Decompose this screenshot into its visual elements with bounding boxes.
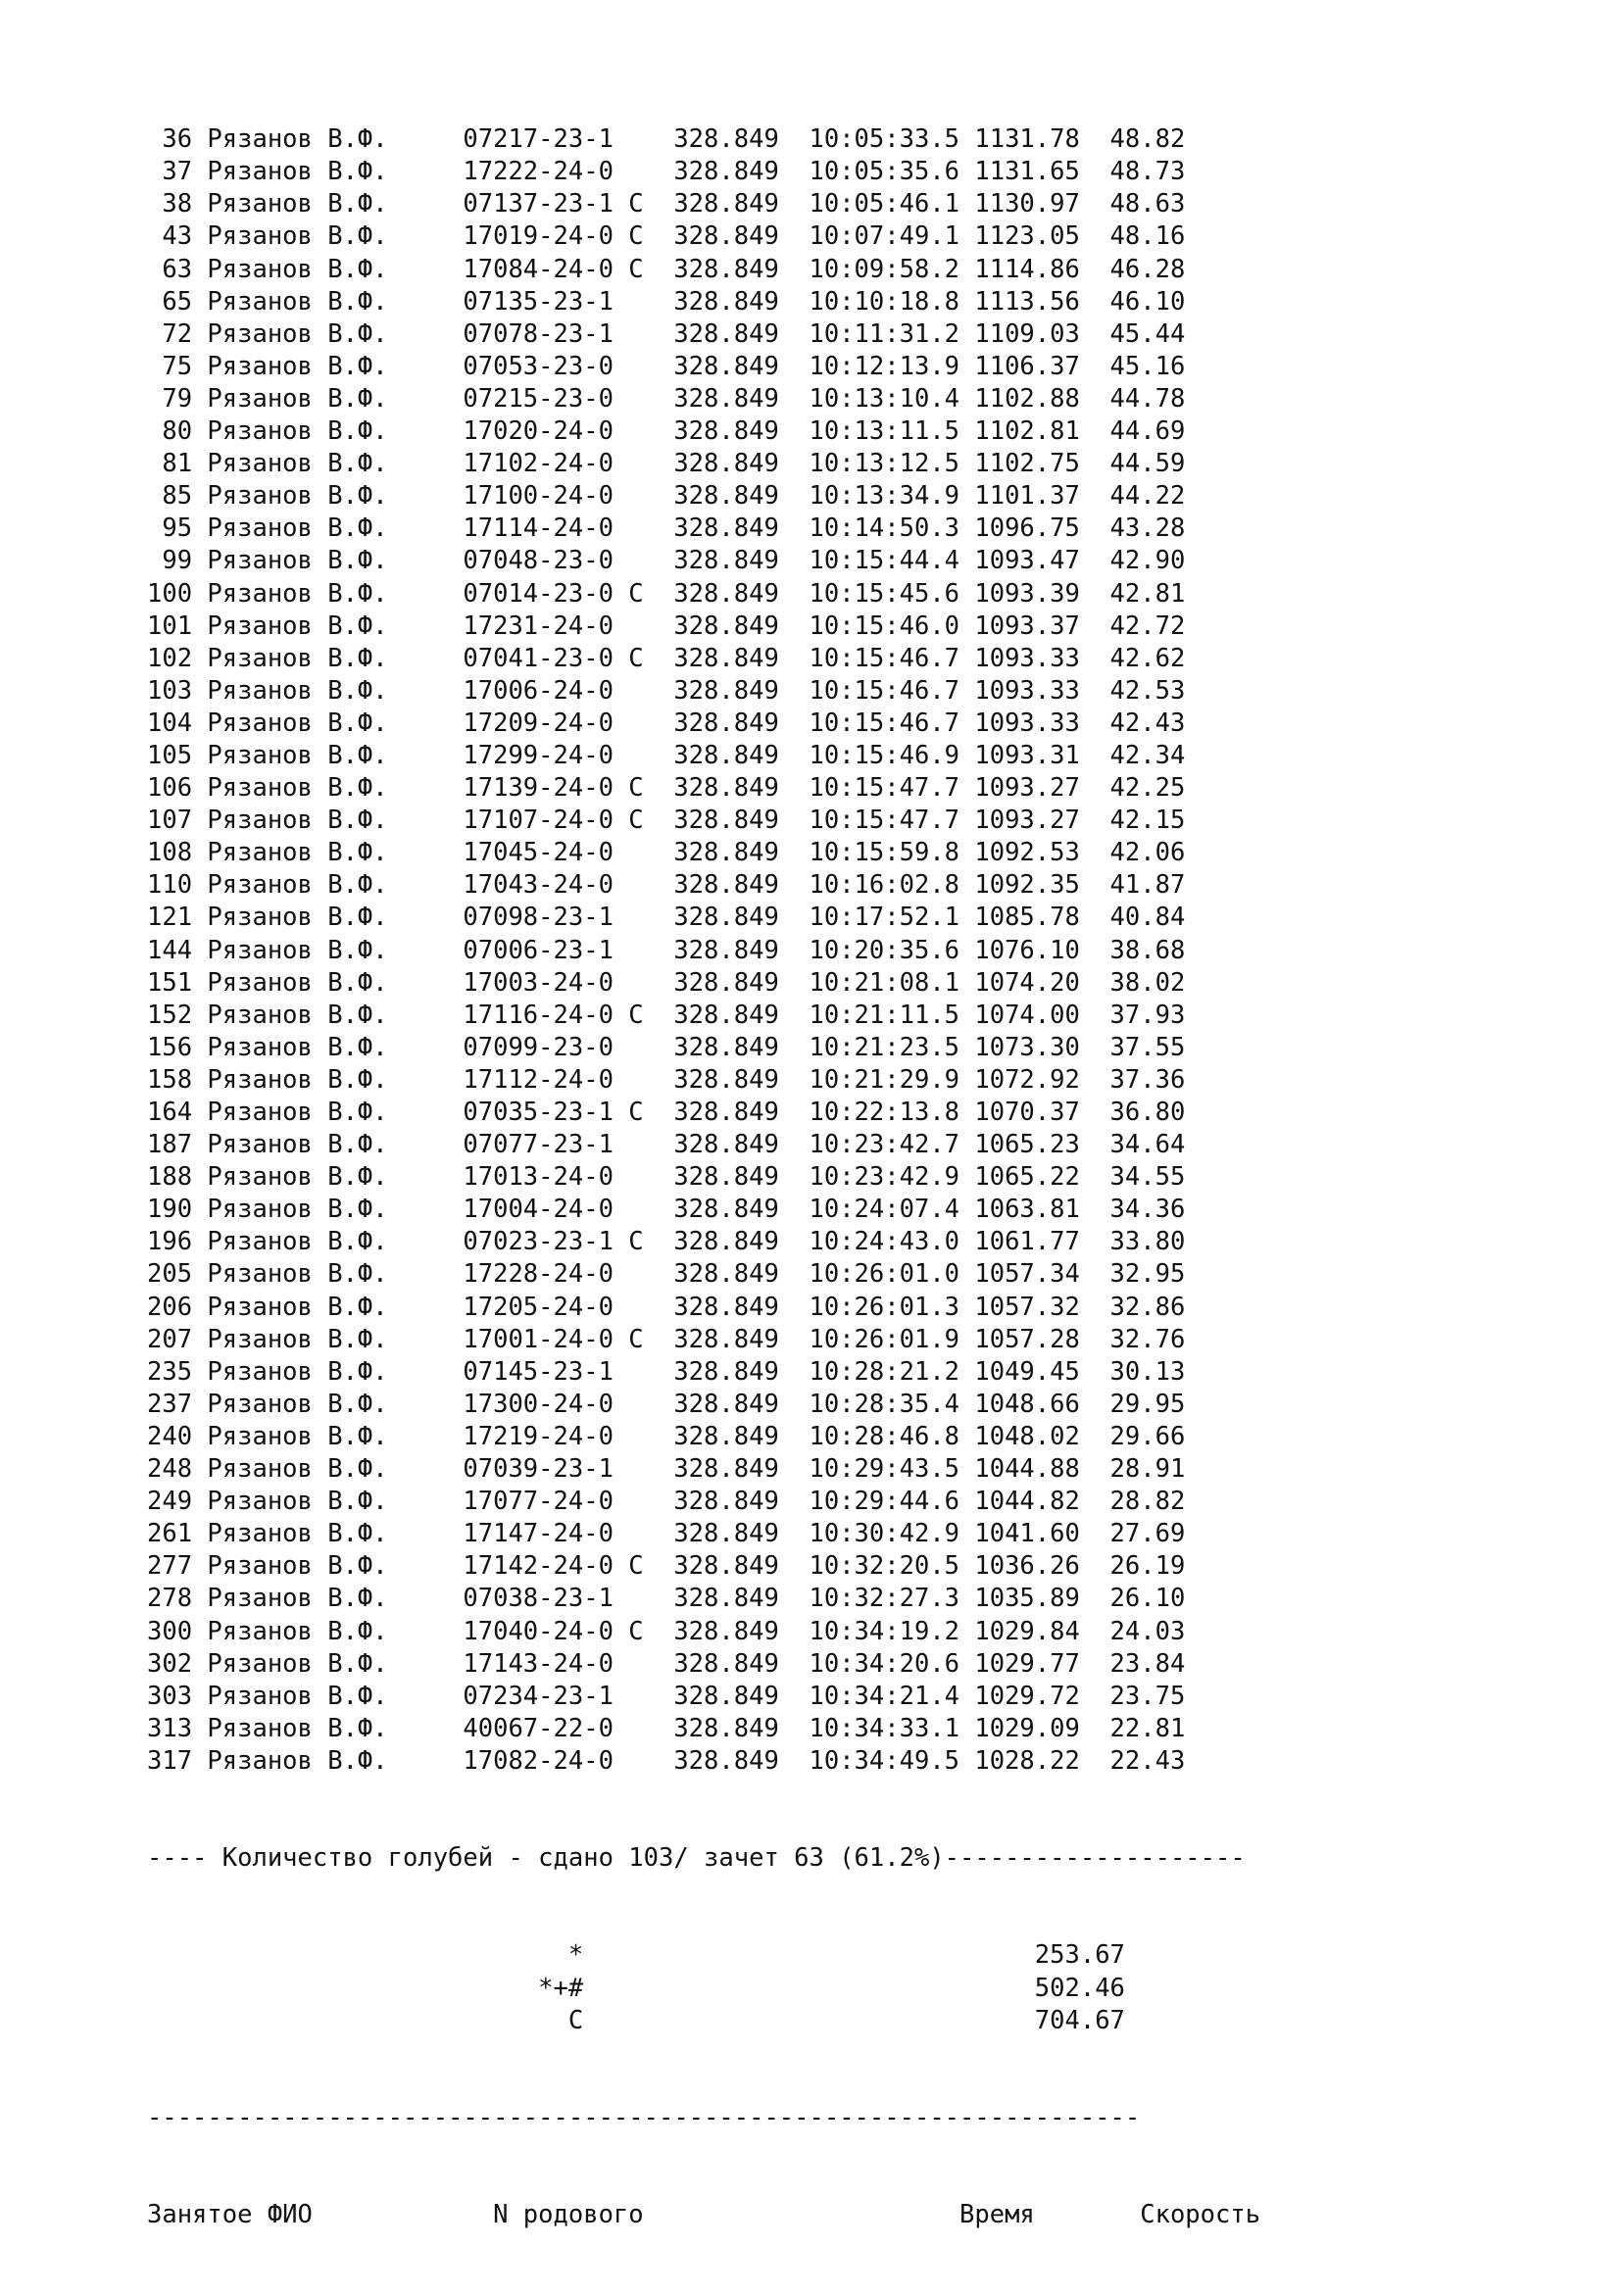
table-row: 100 Рязанов В.Ф. 07014-23-0 C 328.849 10:15:45.6 1093.39 42.81	[147, 578, 1186, 609]
footer-column-headers: Занятое ФИО N родового Время Скорость	[147, 2200, 1261, 2230]
table-row: 107 Рязанов В.Ф. 17107-24-0 C 328.849 10:15:47.7 1093.27 42.15	[147, 806, 1186, 836]
table-row: 36 Рязанов В.Ф. 07217-23-1 328.849 10:05:33.5 1131.78 48.82	[147, 124, 1186, 155]
table-row: 152 Рязанов В.Ф. 17116-24-0 C 328.849 10:21:11.5 1074.00 37.93	[147, 1000, 1186, 1030]
table-row: 80 Рязанов В.Ф. 17020-24-0 328.849 10:13:11.5 1102.81 44.69	[147, 416, 1186, 447]
summary-values	[147, 1939, 1503, 2036]
table-row: 106 Рязанов В.Ф. 17139-24-0 C 328.849 10:15:47.7 1093.27 42.25	[147, 773, 1186, 804]
table-row: 104 Рязанов В.Ф. 17209-24-0 328.849 10:15:46.7 1093.33 42.43	[147, 708, 1186, 738]
table-row: 101 Рязанов В.Ф. 17231-24-0 328.849 10:15:46.0 1093.37 42.72	[147, 611, 1186, 641]
table-row: 81 Рязанов В.Ф. 17102-24-0 328.849 10:13:12.5 1102.75 44.59	[147, 449, 1186, 479]
table-row: 207 Рязанов В.Ф. 17001-24-0 C 328.849 10:26:01.9 1057.28 32.76	[147, 1324, 1186, 1354]
table-row: 110 Рязанов В.Ф. 17043-24-0 328.849 10:16:02.8 1092.35 41.87	[147, 870, 1186, 901]
table-row: 261 Рязанов В.Ф. 17147-24-0 328.849 10:30:42.9 1041.60 27.69	[147, 1519, 1186, 1549]
table-row: 108 Рязанов В.Ф. 17045-24-0 328.849 10:15:59.8 1092.53 42.06	[147, 838, 1186, 868]
table-row: 103 Рязанов В.Ф. 17006-24-0 328.849 10:15:46.7 1093.33 42.53	[147, 675, 1186, 706]
table-row: 99 Рязанов В.Ф. 07048-23-0 328.849 10:15:44.4 1093.47 42.90	[147, 546, 1186, 576]
table-row: 248 Рязанов В.Ф. 07039-23-1 328.849 10:29:43.5 1044.88 28.91	[147, 1454, 1186, 1485]
summary-line: C 704.67	[147, 2005, 1125, 2035]
table-row: 43 Рязанов В.Ф. 17019-24-0 C 328.849 10:07:49.1 1123.05 48.16	[147, 221, 1186, 252]
table-row: 240 Рязанов В.Ф. 17219-24-0 328.849 10:28:46.8 1048.02 29.66	[147, 1421, 1186, 1451]
table-row: 187 Рязанов В.Ф. 07077-23-1 328.849 10:23:42.7 1065.23 34.64	[147, 1130, 1186, 1160]
table-row: 37 Рязанов В.Ф. 17222-24-0 328.849 10:05:35.6 1131.65 48.73	[147, 157, 1186, 187]
table-row: 72 Рязанов В.Ф. 07078-23-1 328.849 10:11:31.2 1109.03 45.44	[147, 318, 1186, 349]
table-row: 158 Рязанов В.Ф. 17112-24-0 328.849 10:21:29.9 1072.92 37.36	[147, 1064, 1186, 1095]
table-row: 38 Рязанов В.Ф. 07137-23-1 C 328.849 10:05:46.1 1130.97 48.63	[147, 189, 1186, 220]
table-row: 85 Рязанов В.Ф. 17100-24-0 328.849 10:13:34.9 1101.37 44.22	[147, 481, 1186, 512]
table-row: 105 Рязанов В.Ф. 17299-24-0 328.849 10:15:46.9 1093.31 42.34	[147, 740, 1186, 770]
table-row: 156 Рязанов В.Ф. 07099-23-0 328.849 10:21:23.5 1073.30 37.55	[147, 1032, 1186, 1062]
table-row: 249 Рязанов В.Ф. 17077-24-0 328.849 10:29:44.6 1044.82 28.82	[147, 1487, 1186, 1517]
summary-line: * 253.67	[147, 1940, 1125, 1971]
table-row: 302 Рязанов В.Ф. 17143-24-0 328.849 10:34:20.6 1029.77 23.84	[147, 1648, 1186, 1679]
report-body	[147, 59, 1503, 2296]
table-row: 278 Рязанов В.Ф. 07038-23-1 328.849 10:32:27.3 1035.89 26.10	[147, 1584, 1186, 1614]
table-row: 206 Рязанов В.Ф. 17205-24-0 328.849 10:26:01.3 1057.32 32.86	[147, 1292, 1186, 1322]
table-row: 95 Рязанов В.Ф. 17114-24-0 328.849 10:14:50.3 1096.75 43.28	[147, 513, 1186, 544]
table-row: 65 Рязанов В.Ф. 07135-23-1 328.849 10:10:18.8 1113.56 46.10	[147, 286, 1186, 317]
summary-line: *+# 502.46	[147, 1973, 1125, 2003]
results-table	[147, 123, 1503, 1778]
table-row: 205 Рязанов В.Ф. 17228-24-0 328.849 10:26:01.0 1057.34 32.95	[147, 1259, 1186, 1290]
bottom-rule: ------------------------------------------------------------------	[147, 2102, 1141, 2132]
table-row: 317 Рязанов В.Ф. 17082-24-0 328.849 10:34:49.5 1028.22 22.43	[147, 1745, 1186, 1776]
table-row: 188 Рязанов В.Ф. 17013-24-0 328.849 10:23:42.9 1065.22 34.55	[147, 1162, 1186, 1193]
table-row: 300 Рязанов В.Ф. 17040-24-0 C 328.849 10:34:19.2 1029.84 24.03	[147, 1616, 1186, 1646]
table-row: 121 Рязанов В.Ф. 07098-23-1 328.849 10:17:52.1 1085.78 40.84	[147, 903, 1186, 933]
table-row: 75 Рязанов В.Ф. 07053-23-0 328.849 10:12:13.9 1106.37 45.16	[147, 351, 1186, 381]
table-row: 190 Рязанов В.Ф. 17004-24-0 328.849 10:24:07.4 1063.81 34.36	[147, 1195, 1186, 1225]
table-row: 164 Рязанов В.Ф. 07035-23-1 C 328.849 10:22:13.8 1070.37 36.80	[147, 1098, 1186, 1127]
table-row: 237 Рязанов В.Ф. 17300-24-0 328.849 10:28:35.4 1048.66 29.95	[147, 1389, 1186, 1419]
table-row: 151 Рязанов В.Ф. 17003-24-0 328.849 10:21:08.1 1074.20 38.02	[147, 967, 1186, 998]
table-row: 235 Рязанов В.Ф. 07145-23-1 328.849 10:28:21.2 1049.45 30.13	[147, 1356, 1186, 1387]
table-row: 79 Рязанов В.Ф. 07215-23-0 328.849 10:13:10.4 1102.88 44.78	[147, 383, 1186, 414]
table-row: 144 Рязанов В.Ф. 07006-23-1 328.849 10:20:35.6 1076.10 38.68	[147, 935, 1186, 965]
summary-divider: ---- Количество голубей - сдано 103/ зачет 63 (61.2%)--------------------	[147, 1843, 1246, 1874]
table-row: 63 Рязанов В.Ф. 17084-24-0 C 328.849 10:09:58.2 1114.86 46.28	[147, 254, 1186, 284]
table-row: 196 Рязанов В.Ф. 07023-23-1 C 328.849 10:24:43.0 1061.77 33.80	[147, 1227, 1186, 1257]
table-row: 303 Рязанов В.Ф. 07234-23-1 328.849 10:34:21.4 1029.72 23.75	[147, 1681, 1186, 1711]
table-row: 102 Рязанов В.Ф. 07041-23-0 C 328.849 10:15:46.7 1093.33 42.62	[147, 643, 1186, 673]
table-row: 277 Рязанов В.Ф. 17142-24-0 C 328.849 10:32:20.5 1036.26 26.19	[147, 1551, 1186, 1582]
table-row: 313 Рязанов В.Ф. 40067-22-0 328.849 10:34:33.1 1029.09 22.81	[147, 1713, 1186, 1743]
